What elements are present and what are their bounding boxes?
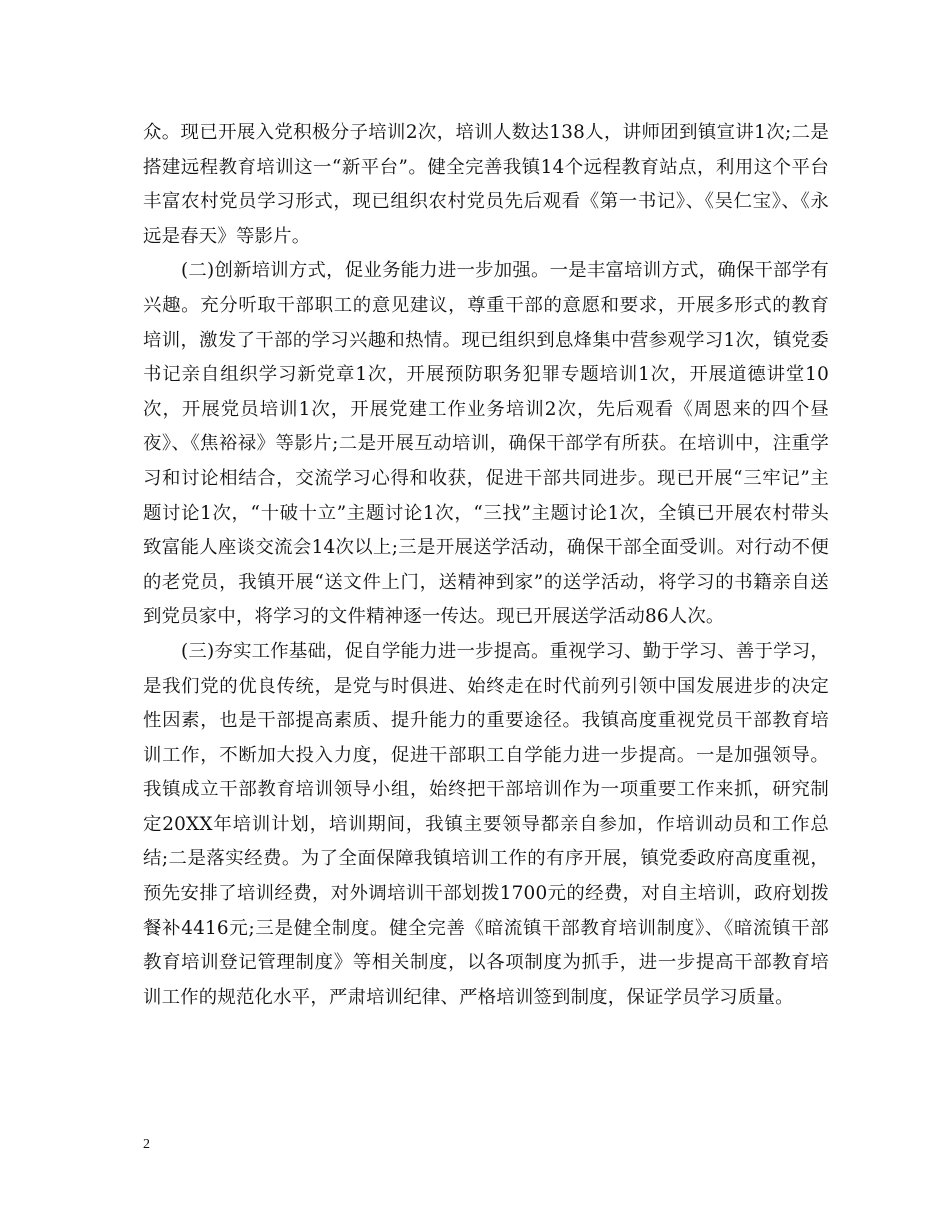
- paragraph-continuation: 众。现已开展入党积极分子培训2次，培训人数达138人，讲师团到镇宣讲1次;二是搭建远程教育培训这一“新平台”。健全完善我镇14个远程教育站点，利用这个平台丰富农村党员学习形式，现已组织农村党员先后观看《第一书记》、《吴仁宝》、《永远是春天》等影片。: [143, 122, 829, 247]
- paragraph-section-two: (二)创新培训方式，促业务能力进一步加强。一是丰富培训方式，确保干部学有兴趣。充分听取干部职工的意见建议，尊重干部的意愿和要求，开展多形式的教育培训，激发了干部的学习兴趣和热情。现已组织到息烽集中营参观学习1次，镇党委书记亲自组织学习新党章1次，开展预防职务犯罪专题培训1次，开展道德讲堂10次，开展党员培训1次，开展党建工作业务培训2次，先后观看《周恩来的四个昼夜》、《焦裕禄》等影片;二是开展互动培训，确保干部学有所获。在培训中，注重学习和讨论相结合，交流学习心得和收获，促进干部共同进步。现已开展“三牢记”主题讨论1次，“十破十立”主题讨论1次，“三找”主题讨论1次，全镇已开展农村带头致富能人座谈交流会14次以上;三是开展送学活动，确保干部全面受训。对行动不便的老党员，我镇开展“送文件上门，送精神到家”的送学活动，将学习的书籍亲自送到党员家中，将学习的文件精神逐一传达。现已开展送学活动86人次。: [143, 260, 829, 628]
- page-number: 2: [143, 1137, 150, 1152]
- document-body: [143, 116, 829, 1015]
- paragraph-section-three: (三)夯实工作基础，促自学能力进一步提高。重视学习、勤于学习、善于学习，是我们党的优良传统，是党与时俱进、始终走在时代前列引领中国发展进步的决定性因素，也是干部提高素质、提升能力的重要途径。我镇高度重视党员干部教育培训工作，不断加大投入力度，促进干部职工自学能力进一步提高。一是加强领导。我镇成立干部教育培训领导小组，始终把干部培训作为一项重要工作来抓，研究制定20XX年培训计划，培训期间，我镇主要领导都亲自参加，作培训动员和工作总结;二是落实经费。为了全面保障我镇培训工作的有序开展，镇党委政府高度重视，预先安排了培训经费，对外调培训干部划拨1700元的经费，对自主培训，政府划拨餐补4416元;三是健全制度。健全完善《暗流镇干部教育培训制度》、《暗流镇干部教育培训登记管理制度》等相关制度，以各项制度为抓手，进一步提高干部教育培训工作的规范化水平，严肃培训纪律、严格培训签到制度，保证学员学习质量。: [143, 640, 829, 1008]
